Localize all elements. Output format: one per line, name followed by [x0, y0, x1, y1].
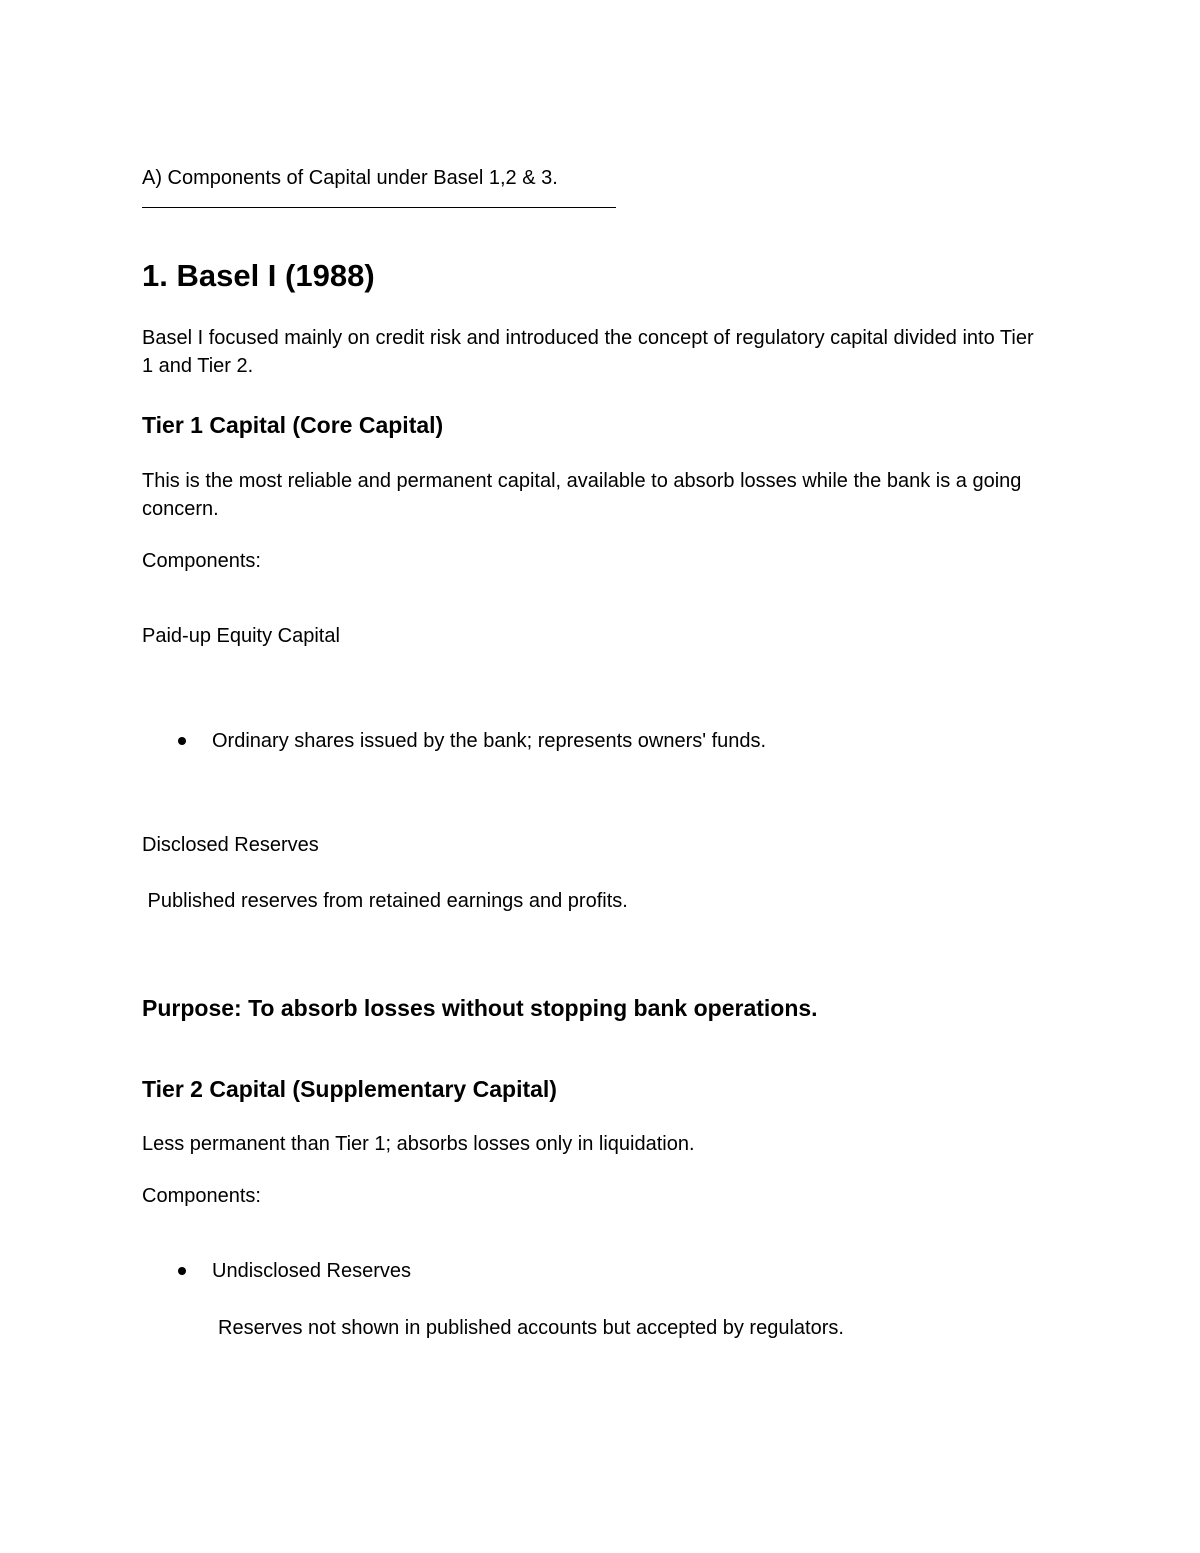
basel1-title: 1. Basel I (1988) — [142, 258, 375, 293]
undisclosed-reserves-text: Reserves not shown in published accounts but accepted by regulators. — [218, 1317, 844, 1339]
bullet-dot — [178, 1267, 186, 1275]
disclosed-reserves-text: Published reserves from retained earnings and profits. — [142, 890, 628, 912]
divider-line — [142, 207, 616, 208]
tier2-description: Less permanent than Tier 1; absorbs losses only in liquidation. — [142, 1133, 695, 1155]
paid-up-bullet-text: Ordinary shares issued by the bank; represents owners' funds. — [212, 730, 767, 752]
undisclosed-reserves-label: Undisclosed Reserves — [212, 1260, 411, 1282]
tier1-purpose: Purpose: To absorb losses without stopping bank operations. — [142, 995, 818, 1021]
basel1-intro: Basel I focused mainly on credit risk and introduced the concept of regulatory capital divided into Tier 1 and Tier 2. — [142, 327, 1034, 377]
tier2-title: Tier 2 Capital (Supplementary Capital) — [142, 1076, 557, 1102]
tier2-components-label: Components: — [142, 1185, 261, 1207]
tier1-title: Tier 1 Capital (Core Capital) — [142, 412, 444, 438]
bullet-dot — [178, 737, 186, 745]
disclosed-reserves-label: Disclosed Reserves — [142, 834, 319, 856]
tier1-description: This is the most reliable and permanent capital, available to absorb losses while the bank is a going concern. — [142, 470, 1022, 520]
section-heading: A) Components of Capital under Basel 1,2 & 3. — [142, 167, 558, 189]
paid-up-equity-label: Paid-up Equity Capital — [142, 625, 340, 647]
tier1-components-label: Components: — [142, 550, 261, 572]
